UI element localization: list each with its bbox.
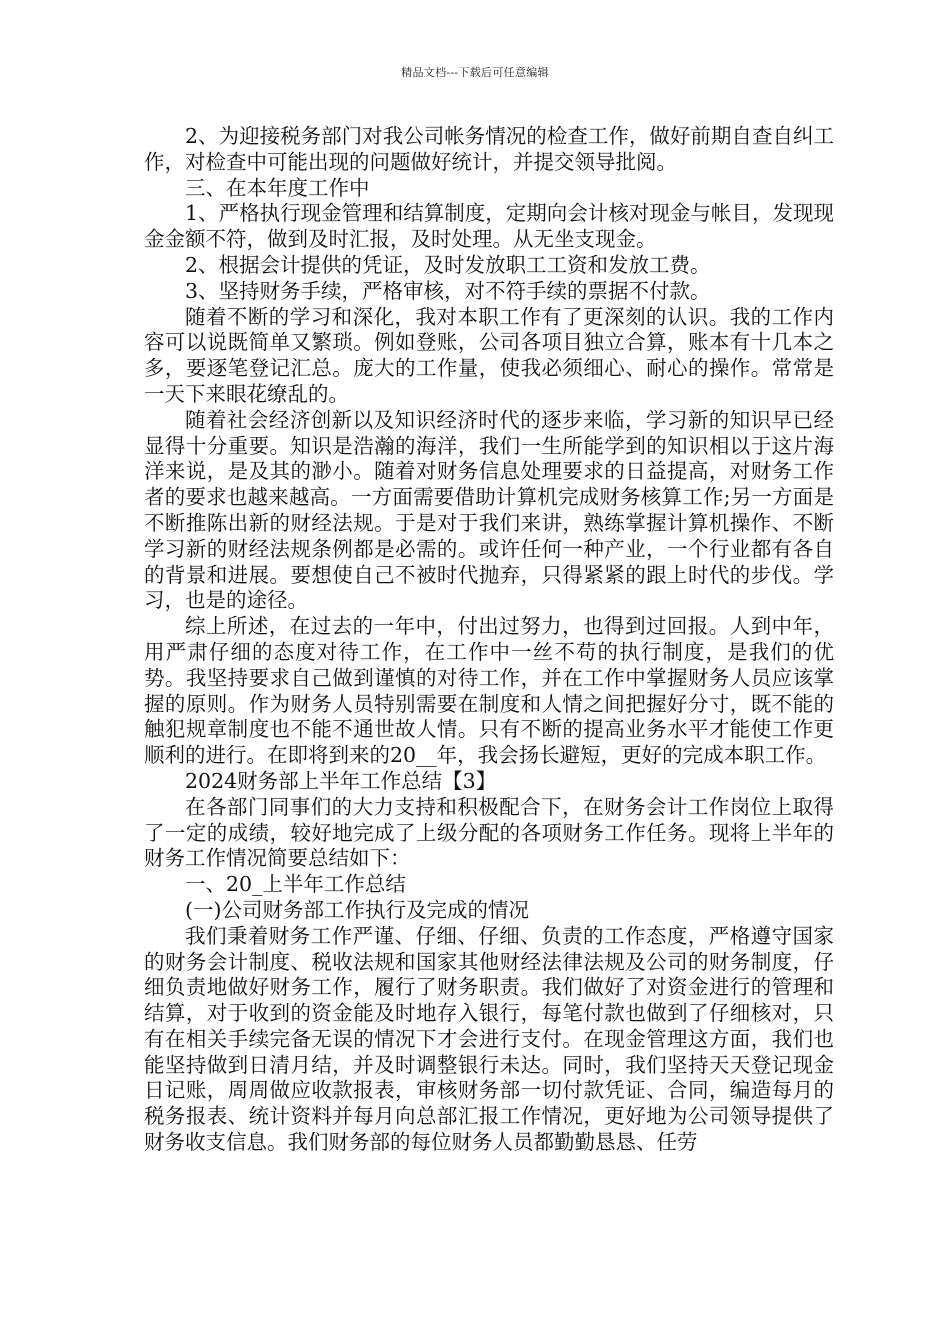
paragraph-5: 3、坚持财务手续，严格审核，对不符手续的票据不付款。 [185,278,711,303]
page-header: 精品文档---下载后可任意编辑 [401,66,549,79]
paragraph-6: 随着不断的学习和深化，我对本职工作有了更深刻的认识。我的工作内容可以说既简单又繁琐。例如登账，公司各项目独立合算，账本有十几本之多，要逐笔登记汇总。庞大的工作量，使我必须细心、耐心的操作。常常是一天下来眼花缭乱的。 [144,304,834,406]
paragraph-4: 2、根据会计提供的凭证，及时发放职工工资和发放工费。 [185,252,711,277]
paragraph-1: 2、为迎接税务部门对我公司帐务情况的检查工作，做好前期自查自纠工作，对检查中可能出现的问题做好统计，并提交领导批阅。 [144,124,834,174]
section-heading-3: 三、在本年度工作中 [185,175,370,200]
paragraph-3: 1、严格执行现金管理和结算制度，定期向会计核对现金与帐目，发现现金金额不符，做到及时汇报，及时处理。从无坐支现金。 [144,201,834,252]
paragraph-8: 综上所述，在过去的一年中，付出过努力，也得到过回报。人到中年，用严肃仔细的态度对待工作，在工作中一丝不苟的执行制度，是我们的优势。我坚持要求自己做到谨慎的对待工作，并在工作中掌握财务人员应该掌握的原则。作为财务人员特别需要在制度和人情之间把握好分寸，既不能的触犯规章制度也不能不通世故人情。只有不断的提高业务水平才能使工作更顺利的进行。在即将到来的20__年，我会扬长避短，更好的完成本职工作。 [144,614,834,768]
document-body [144,124,834,1156]
report-title: 2024财务部上半年工作总结【3】 [185,768,497,793]
paragraph-7: 随着社会经济创新以及知识经济时代的逐步来临，学习新的知识早已经显得十分重要。知识是浩瀚的海洋，我们一生所能学到的知识相以于这片海洋来说，是及其的渺小。随着对财务信息处理要求的日益提高，对财务工作者的要求也越来越高。一方面需要借助计算机完成财务核算工作;另一方面是不断推陈出新的财经法规。于是对于我们来讲，熟练掌握计算机操作、不断学习新的财经法规条例都是必需的。或许任何一种产业，一个行业都有各自的背景和进展。要想使自己不被时代抛弃，只得紧紧的跟上时代的步伐。学习，也是的途径。 [144,407,834,613]
section-heading-1: 一、20_上半年工作总结 [185,872,406,897]
paragraph-13: 我们秉着财务工作严谨、仔细、仔细、负责的工作态度，严格遵守国家的财务会计制度、税收法规和国家其他财经法律法规及公司的财务制度，仔细负责地做好财务工作，履行了财务职责。我们做好了对资金进行的管理和结算，对于收到的资金能及时地存入银行，每笔付款也做到了仔细核对，只有在相关手续完备无误的情况下才会进行支付。在现金管理这方面，我们也能坚持做到日清月结，并及时调整银行未达。同时，我们坚持天天登记现金日记账，周周做应收款报表，审核财务部一切付款凭证、合同，编造每月的税务报表、统计资料并每月向总部汇报工作情况，更好地为公司领导提供了财务收支信息。我们财务部的每位财务人员都勤勤恳恳、任劳 [144,923,834,1155]
paragraph-10: 在各部门同事们的大力支持和积极配合下，在财务会计工作岗位上取得了一定的成绩，较好地完成了上级分配的各项财务工作任务。现将上半年的财务工作情况简要总结如下： [144,794,834,871]
subsection-heading-1: (一)公司财务部工作执行及完成的情况 [185,897,529,922]
